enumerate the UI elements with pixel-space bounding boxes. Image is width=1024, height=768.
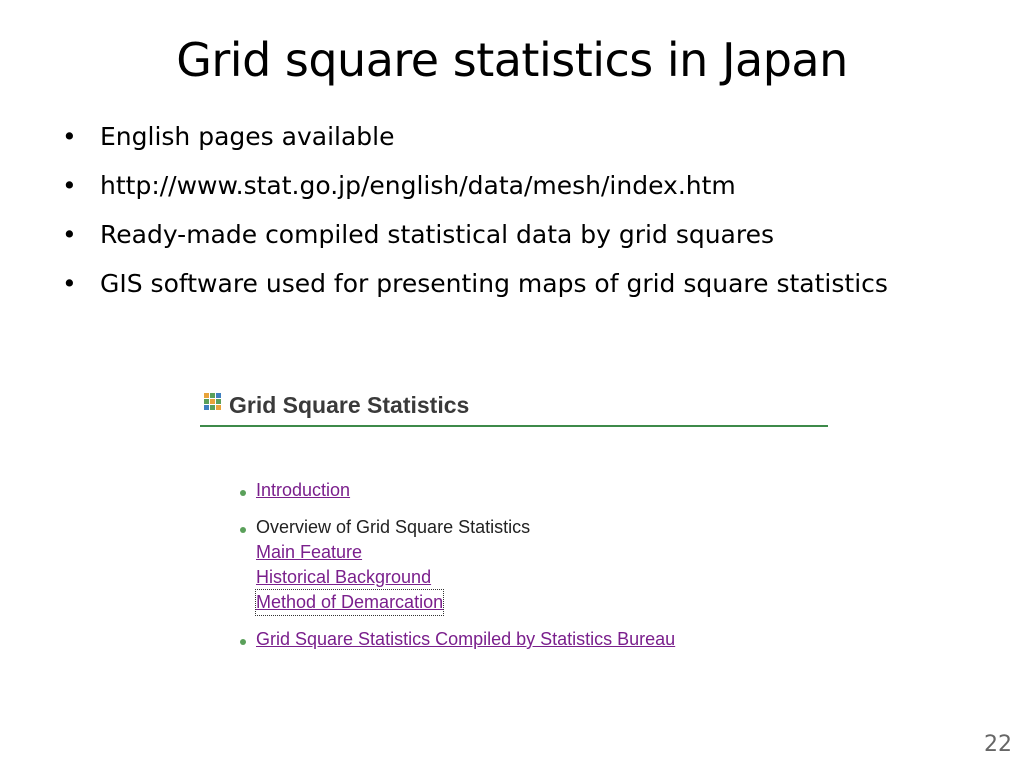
compiled-statistics-link[interactable]: Grid Square Statistics Compiled by Statistics Bureau (256, 629, 676, 649)
bullet-dot: • (62, 220, 77, 249)
webpage-link-list (240, 478, 675, 664)
grid-icon-cell (216, 393, 221, 398)
grid-icon-cell (204, 393, 209, 398)
page-number: 22 (984, 732, 1012, 757)
introduction-link[interactable]: Introduction (256, 480, 351, 500)
main-feature-link[interactable]: Main Feature (256, 542, 363, 562)
grid-icon-cell (210, 399, 215, 404)
bullet-dot: • (62, 171, 77, 200)
bullet-list (60, 112, 888, 308)
method-of-demarcation-link[interactable]: Method of Demarcation (256, 590, 443, 615)
grid-icon-cell (204, 405, 209, 410)
grid-icon-cell (216, 399, 221, 404)
list-bullet (240, 527, 246, 533)
bullet-item (60, 210, 888, 259)
header-divider (200, 425, 828, 427)
bullet-dot: • (62, 122, 77, 151)
slide-title: Grid square statistics in Japan (176, 33, 848, 87)
bullet-item (60, 161, 888, 210)
bullet-item (60, 259, 888, 308)
overview-heading: Overview of Grid Square Statistics (256, 517, 531, 537)
bullet-text: Ready-made compiled statistical data by grid squares (100, 220, 775, 249)
webpage-header (204, 392, 469, 419)
list-item (240, 478, 675, 503)
list-bullet (240, 490, 246, 496)
grid-icon-cell (216, 405, 221, 410)
grid-icon-cell (210, 405, 215, 410)
embedded-webpage-screenshot (200, 386, 830, 656)
bullet-text: GIS software used for presenting maps of grid square statistics (100, 269, 888, 298)
bullet-item (60, 112, 888, 161)
grid-icon (204, 393, 221, 410)
historical-background-link[interactable]: Historical Background (256, 567, 432, 587)
grid-icon-cell (210, 393, 215, 398)
list-item (240, 627, 675, 652)
bullet-dot: • (62, 269, 77, 298)
bullet-text-url: http://www.stat.go.jp/english/data/mesh/index.htm (100, 171, 736, 200)
list-bullet (240, 639, 246, 645)
grid-icon-cell (204, 399, 209, 404)
bullet-text: English pages available (100, 122, 395, 151)
webpage-title: Grid Square Statistics (229, 392, 470, 418)
list-item (240, 515, 675, 615)
